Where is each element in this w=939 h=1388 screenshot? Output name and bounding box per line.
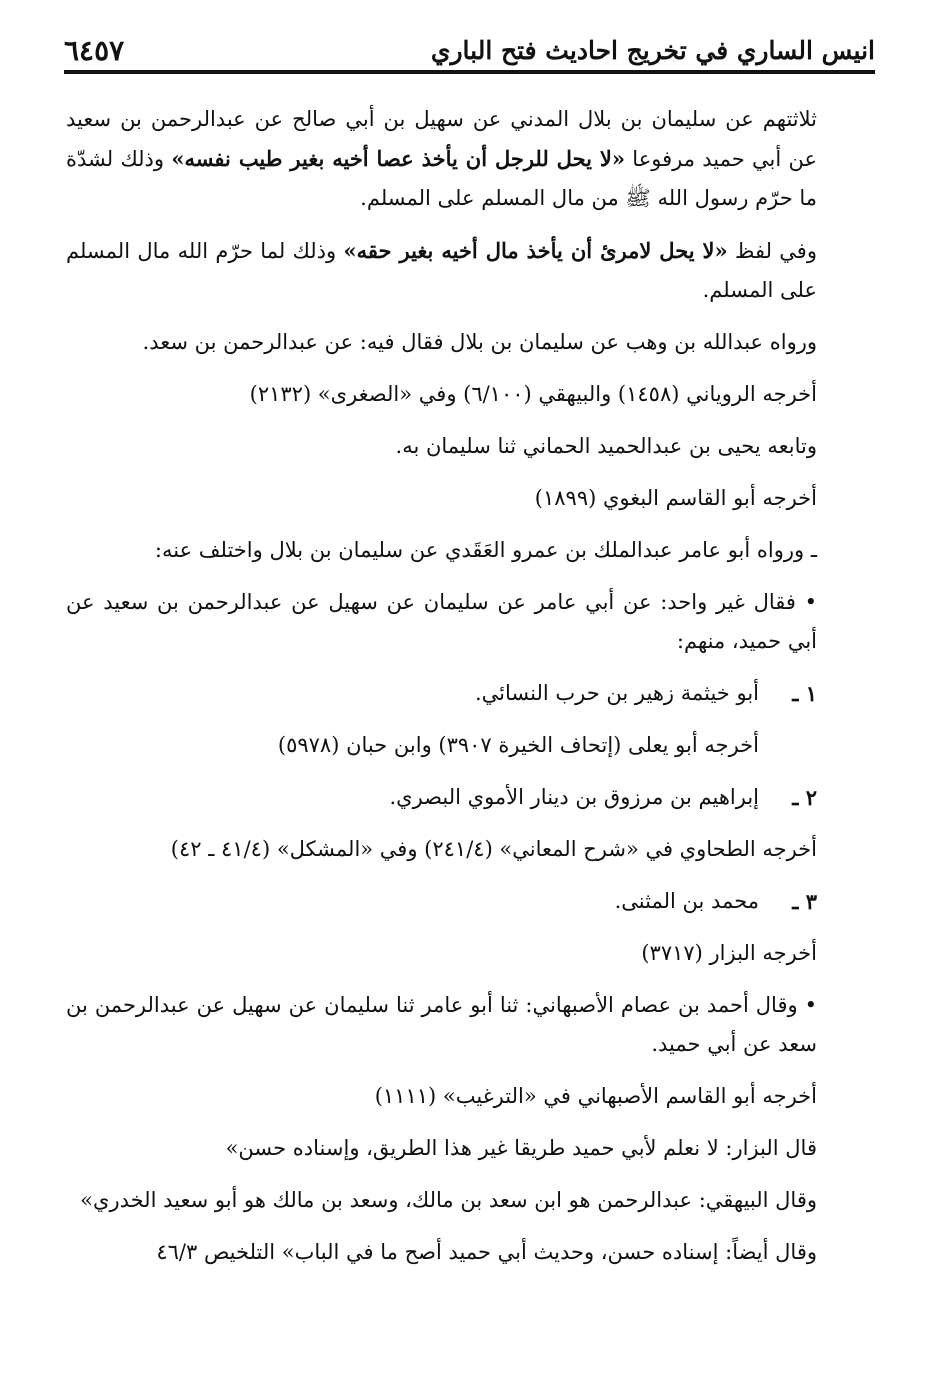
item-number: ٣ ـ bbox=[792, 889, 817, 914]
paragraph-hadith-text bbox=[66, 100, 875, 218]
item-number: ٢ ـ bbox=[792, 785, 817, 810]
paragraph-bullet: • وقال أحمد بن عصام الأصبهاني: ثنا أبو عامر ثنا سليمان عن سهيل عن عبدالرحمن بن سعد عن أبي حميد. bbox=[66, 993, 817, 1056]
paragraph-narration: ـ ورواه أبو عامر عبدالملك بن عمرو العَقَدي عن سليمان بن بلال واختلف عنه: bbox=[154, 538, 817, 562]
list-item bbox=[66, 778, 875, 817]
page-body bbox=[66, 100, 875, 1285]
item-name: إبراهيم بن مرزوق بن دينار الأموي البصري. bbox=[389, 785, 759, 809]
paragraph-source: أخرجه الروياني (١٤٥٨) والبيهقي (٦/١٠٠) وفي «الصغرى» (٢١٣٢) bbox=[249, 382, 817, 406]
item-name: محمد بن المثنى. bbox=[614, 889, 759, 913]
paragraph-text: وذلك لما حرّم الله مال المسلم على المسلم. bbox=[66, 239, 817, 302]
list-item bbox=[66, 882, 875, 921]
item-source: أخرجه البزار (٣٧١٧) bbox=[641, 941, 817, 965]
paragraph-quote: وقال البيهقي: عبدالرحمن هو ابن سعد بن مالك، وسعد بن مالك هو أبو سعيد الخدري» bbox=[80, 1188, 817, 1212]
running-title: انيس الساري في تخريج احاديث فتح الباري bbox=[430, 35, 875, 65]
paragraph-narration: ورواه عبدالله بن وهب عن سليمان بن بلال فقال فيه: عن عبدالرحمن بن سعد. bbox=[142, 330, 817, 354]
narrator-list bbox=[66, 674, 875, 973]
paragraph-quote: قال البزار: لا نعلم لأبي حميد طريقا غير هذا الطريق، وإسناده حسن» bbox=[225, 1136, 817, 1160]
page-number: ٦٤٥٧ bbox=[64, 33, 125, 67]
paragraph-source: أخرجه أبو القاسم البغوي (١٨٩٩) bbox=[534, 486, 817, 510]
hadith-quote: «لا يحل لامرئ أن يأخذ مال أخيه بغير حقه» bbox=[343, 238, 728, 263]
paragraph-quote: وقال أيضاً: إسناده حسن، وحديث أبي حميد أصح ما في الباب» التلخيص ٤٦/٣ bbox=[156, 1240, 817, 1264]
item-name: أبو خيثمة زهير بن حرب النسائي. bbox=[475, 681, 759, 705]
paragraph-bullet: • فقال غير واحد: عن أبي عامر عن سليمان عن سهيل عن عبدالرحمن بن سعيد عن أبي حميد، منهم: bbox=[66, 590, 817, 653]
item-source: أخرجه الطحاوي في «شرح المعاني» (٢٤١/٤) وفي «المشكل» (٤١/٤ ـ ٤٢) bbox=[170, 837, 817, 861]
paragraph-text: وذلك لشدّة ما حرّم رسول الله ﷺ من مال المسلم على المسلم. bbox=[66, 147, 817, 210]
paragraph-variant-wording bbox=[66, 231, 875, 310]
item-source: أخرجه أبو يعلى (إتحاف الخيرة ٣٩٠٧) وابن حبان (٥٩٧٨) bbox=[277, 733, 759, 757]
paragraph-text: ثلاثتهم عن سليمان بن بلال المدني عن سهيل بن أبي صالح عن عبدالرحمن بن سعيد عن أبي حميد مرفوعا bbox=[66, 107, 817, 171]
page-header bbox=[64, 30, 875, 74]
paragraph-source: أخرجه أبو القاسم الأصبهاني في «الترغيب» (١١١١) bbox=[374, 1084, 817, 1108]
paragraph-text: وفي لفظ bbox=[727, 239, 817, 263]
list-item bbox=[66, 674, 875, 713]
hadith-quote: «لا يحل للرجل أن يأخذ عصا أخيه بغير طيب نفسه» bbox=[171, 146, 626, 171]
paragraph-narration: وتابعه يحيى بن عبدالحميد الحماني ثنا سليمان به. bbox=[395, 434, 817, 458]
item-number: ١ ـ bbox=[792, 681, 817, 706]
